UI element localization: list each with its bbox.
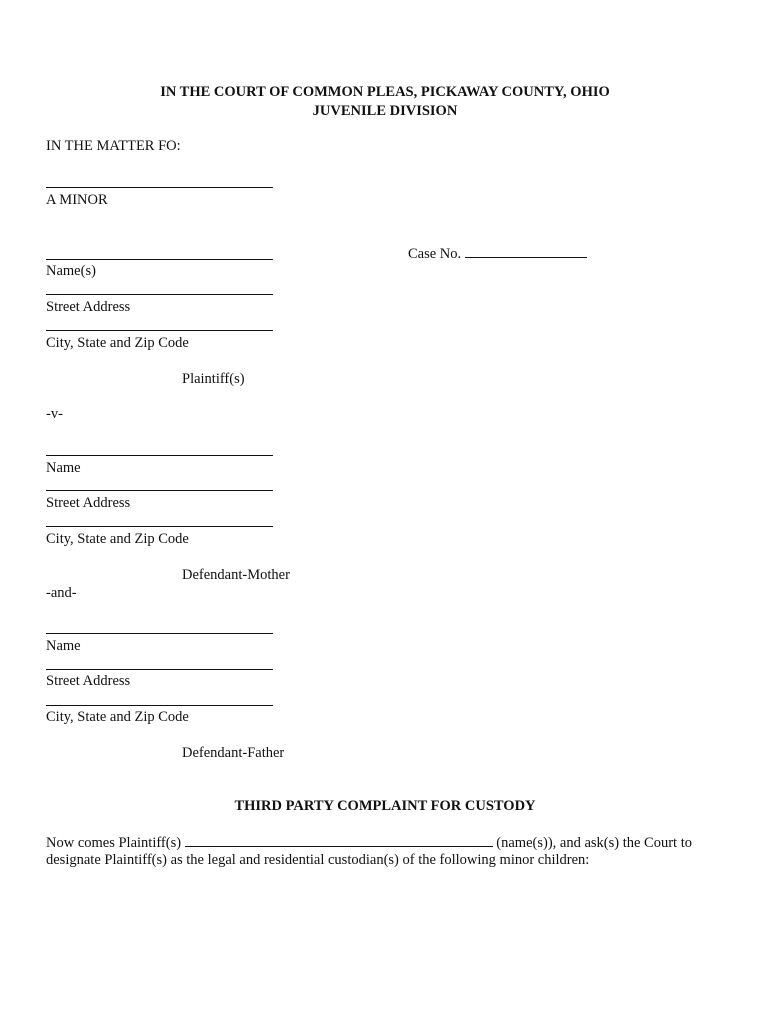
plaintiff-role: Plaintiff(s): [182, 371, 245, 387]
plaintiff-city-label: City, State and Zip Code: [46, 335, 189, 351]
mother-name-label: Name: [46, 460, 81, 476]
complaint-line-2: designate Plaintiff(s) as the legal and residential custodian(s) of the following minor children:: [46, 852, 590, 868]
father-city-line[interactable]: [46, 705, 273, 706]
division-title: JUVENILE DIVISION: [312, 103, 458, 119]
complaint-title: THIRD PARTY COMPLAINT FOR CUSTODY: [234, 798, 536, 814]
plaintiff-street-line[interactable]: [46, 294, 273, 295]
versus-label: -v-: [46, 406, 63, 422]
father-city-label: City, State and Zip Code: [46, 709, 189, 725]
case-number-field: [408, 245, 587, 263]
plaintiff-city-line[interactable]: [46, 330, 273, 331]
mother-name-line[interactable]: [46, 455, 273, 456]
minor-label: A MINOR: [46, 192, 108, 208]
father-street-line[interactable]: [46, 669, 273, 670]
mother-street-line[interactable]: [46, 490, 273, 491]
court-title: IN THE COURT OF COMMON PLEAS, PICKAWAY COUNTY, OHIO: [160, 84, 610, 100]
plaintiff-name-label: Name(s): [46, 263, 96, 279]
case-number-line[interactable]: [465, 245, 587, 258]
minor-name-line[interactable]: [46, 187, 273, 188]
plaintiff-name-line[interactable]: [46, 259, 273, 260]
complaint-sentence-end: (name(s)), and ask(s) the Court to: [496, 835, 692, 851]
mother-city-label: City, State and Zip Code: [46, 531, 189, 547]
case-number-label: Case No.: [408, 246, 462, 262]
father-role: Defendant-Father: [182, 745, 285, 761]
mother-role: Defendant-Mother: [182, 567, 290, 583]
mother-city-line[interactable]: [46, 526, 273, 527]
father-name-label: Name: [46, 638, 81, 654]
and-label: -and-: [46, 585, 77, 601]
plaintiff-street-label: Street Address: [46, 299, 131, 315]
mother-street-label: Street Address: [46, 495, 131, 511]
complaint-sentence-start: Now comes Plaintiff(s): [46, 835, 182, 851]
plaintiff-names-line[interactable]: [185, 834, 493, 847]
father-name-line[interactable]: [46, 633, 273, 634]
matter-intro: IN THE MATTER FO:: [46, 138, 181, 154]
complaint-line-1: [46, 834, 692, 852]
father-street-label: Street Address: [46, 673, 131, 689]
